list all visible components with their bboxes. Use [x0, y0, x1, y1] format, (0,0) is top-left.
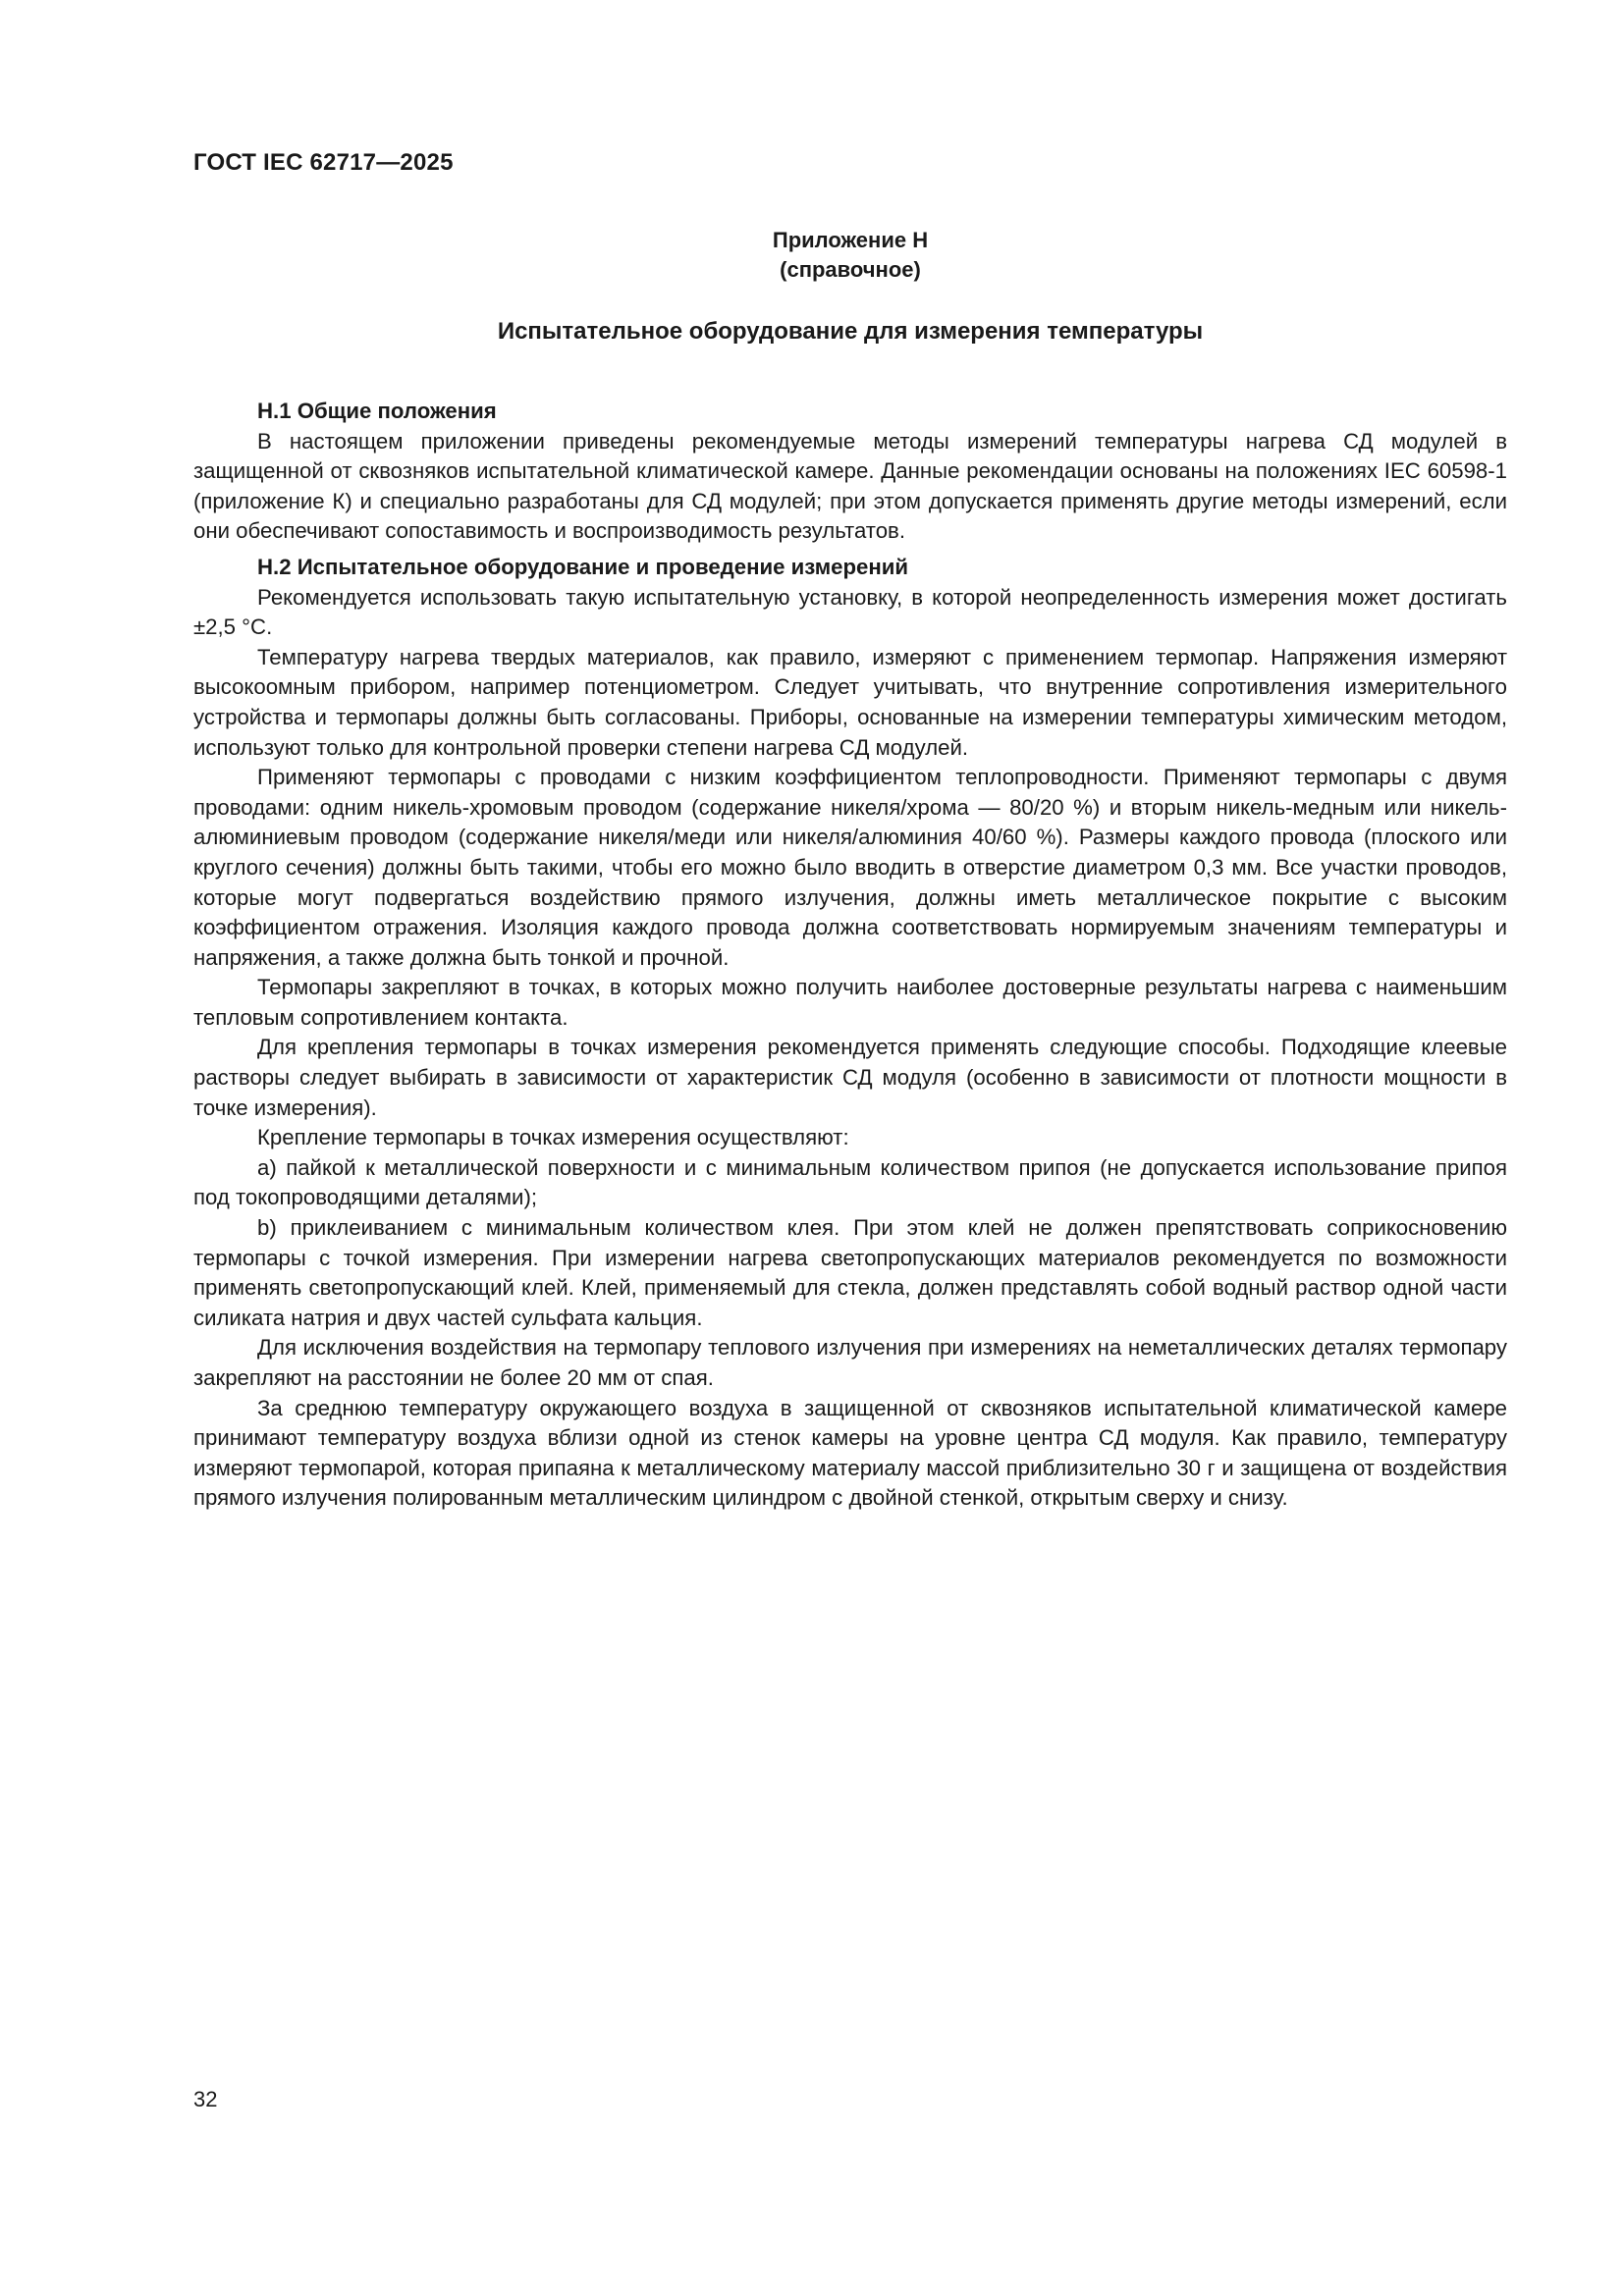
- section-general: [193, 397, 1507, 547]
- annex-title: Приложение Н: [772, 228, 929, 252]
- list-item: b) приклеиванием с минимальным количеством клея. При этом клей не должен препятствовать соприкосновению термопары с точкой измерения. При измерении нагрева светопропускающих материалов рекомендуется по возможности применять светопропускающий клей. Клей, применяемый для стекла, должен представлять собой водный раствор одной части силиката натрия и двух частей сульфата кальция.: [193, 1215, 1507, 1330]
- annex-body: [193, 397, 1507, 1514]
- paragraph: Крепление термопары в точках измерения осуществляют:: [257, 1125, 849, 1150]
- paragraph: Применяют термопары с проводами с низким коэффициентом теплопроводности. Применяют термопары с двумя проводами: одним никель-хромовым проводом (содержание никеля/хрома — 80/20 %) и вторым никель-медным или никель-алюминиевым проводом (содержание никеля/меди или никеля/алюминия 40/60 %). Размеры каждого провода (плоского или круглого сечения) должны быть такими, чтобы его можно было вводить в отверстие диаметром 0,3 мм. Все участки проводов, которые могут подвергаться воздействию прямого излучения, должны иметь металлическое покрытие с высоким коэффициентом отражения. Изоляция каждого провода должна соответствовать нормируемым значениям температуры и напряжения, а также должна быть тонкой и прочной.: [193, 765, 1507, 970]
- paragraph: Температуру нагрева твердых материалов, как правило, измеряют с применением термопар. Напряжения измеряют высокоомным прибором, например потенциометром. Следует учитывать, что внутренние сопротивления измерительного устройства и термопары должны быть согласованы. Приборы, основанные на измерении температуры химическим методом, используют только для контрольной проверки степени нагрева СД модулей.: [193, 644, 1507, 760]
- page-number: 32: [193, 2087, 218, 2111]
- section-equipment: [193, 553, 1507, 1514]
- section-heading: Н.2 Испытательное оборудование и проведение измерений: [257, 554, 909, 579]
- standard-header: ГОСТ IEC 62717—2025: [193, 149, 454, 176]
- paragraph: В настоящем приложении приведены рекомендуемые методы измерений температуры нагрева СД модулей в защищенной от сквозняков испытательной климатической камере. Данные рекомендации основаны на положениях IEC 60598-1 (приложение К) и специально разработаны для СД модулей; при этом допускается применять другие методы измерений, если они обеспечивают сопоставимость и воспроизводимость результатов.: [193, 428, 1507, 544]
- annex-name: Испытательное оборудование для измерения температуры: [497, 318, 1204, 345]
- paragraph: Термопары закрепляют в точках, в которых можно получить наиболее достоверные результаты нагрева с наименьшим тепловым сопротивлением контакта.: [193, 975, 1507, 1030]
- list-item: a) пайкой к металлической поверхности и с минимальным количеством припоя (не допускается использование припоя под токопроводящими деталями);: [193, 1154, 1507, 1210]
- paragraph: Для крепления термопары в точках измерения рекомендуется применять следующие способы. Подходящие клеевые растворы следует выбирать в зависимости от характеристик СД модуля (особенно в зависимости от плотности мощности в точке измерения).: [193, 1035, 1507, 1120]
- section-heading: Н.1 Общие положения: [257, 399, 497, 423]
- paragraph: Рекомендуется использовать такую испытательную установку, в которой неопределенность измерения может достигать ±2,5 °С.: [193, 584, 1507, 640]
- paragraph: Для исключения воздействия на термопару теплового излучения при измерениях на неметаллических деталях термопару закрепляют на расстоянии не более 20 мм от спая.: [193, 1335, 1507, 1390]
- paragraph: За среднюю температуру окружающего воздуха в защищенной от сквозняков испытательной климатической камере принимают температуру воздуха вблизи одной из стенок камеры на уровне центра СД модуля. Как правило, температуру измеряют термопарой, которая припаяна к металлическому материалу массой приблизительно 30 г и защищена от воздействия прямого излучения полированным металлическим цилиндром с двойной стенкой, открытым сверху и снизу.: [193, 1395, 1507, 1511]
- annex-status: (справочное): [780, 257, 921, 282]
